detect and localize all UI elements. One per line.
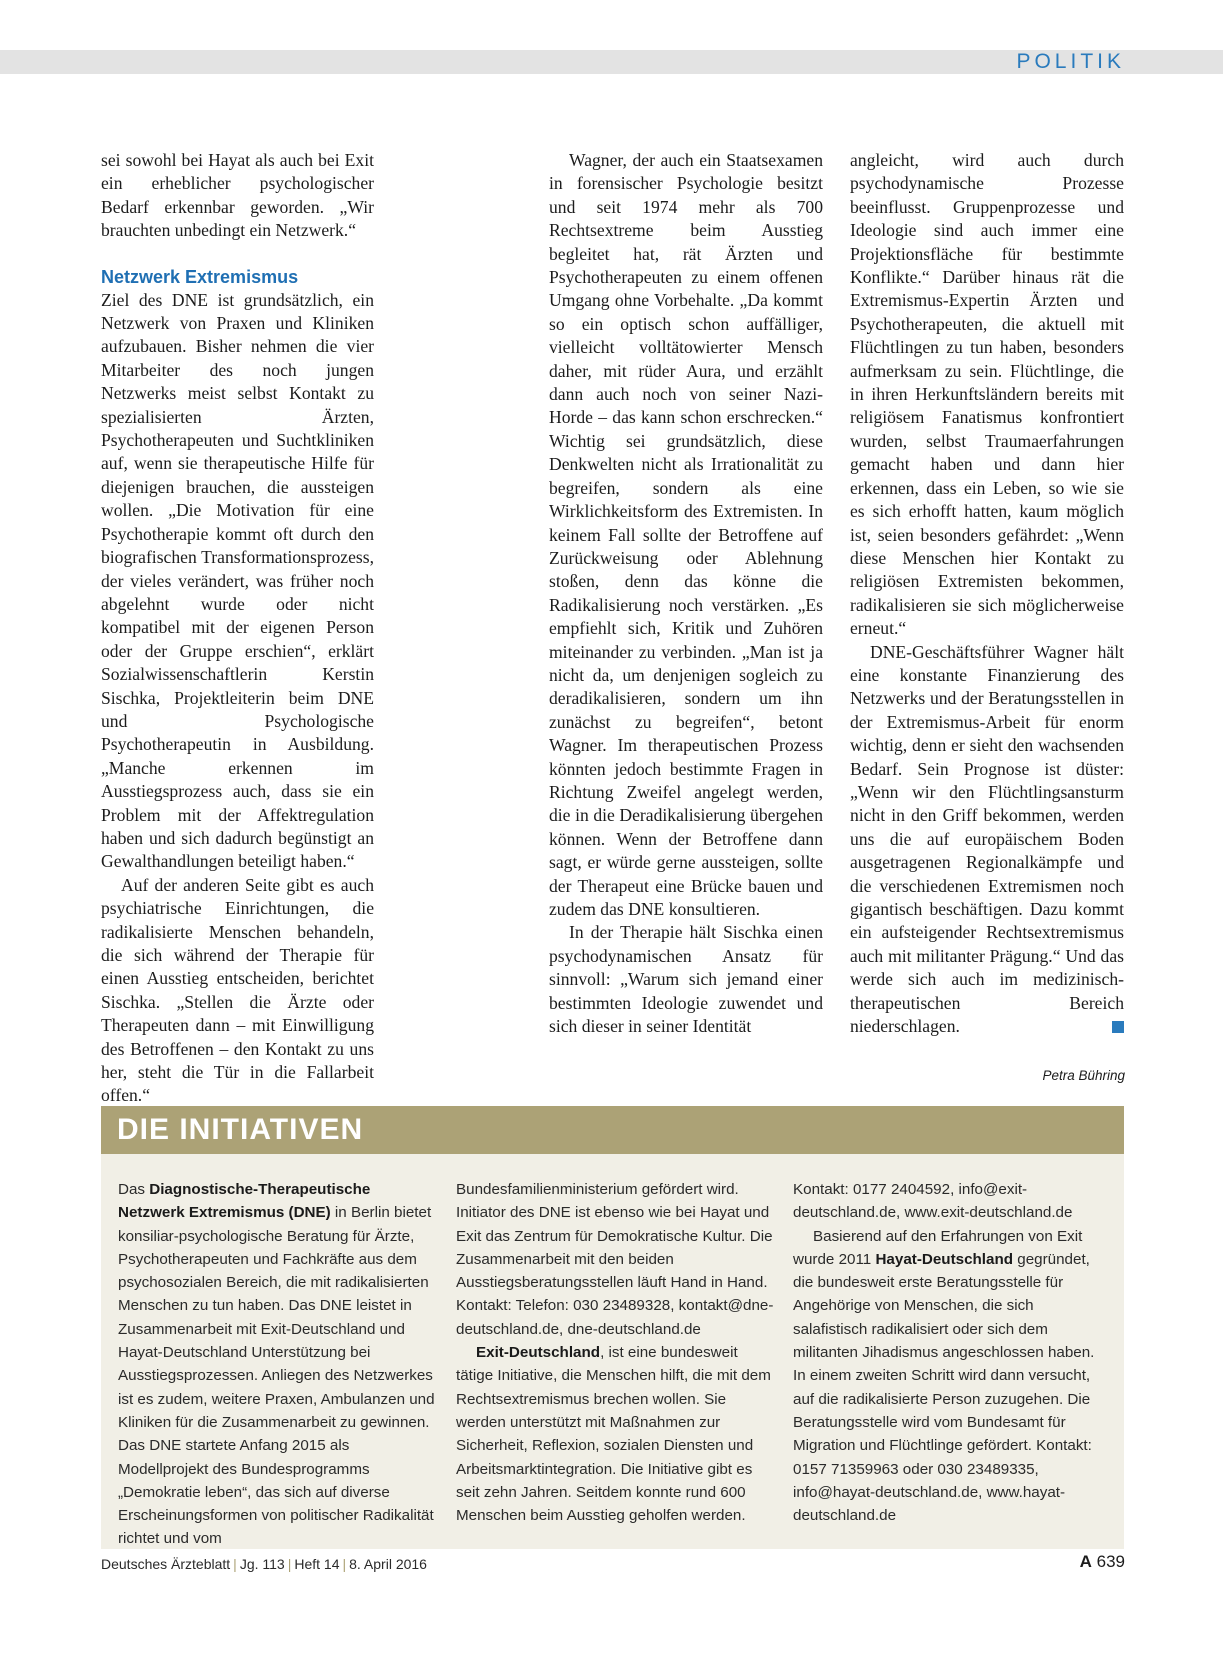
separator: |	[287, 1556, 292, 1572]
text: Basierend auf den Erfahrungen von Exit wurde 2011	[793, 1227, 1083, 1268]
separator: |	[233, 1556, 237, 1572]
text: gegründet, die bundesweit erste Beratungsstelle für Angehörige von Menschen, die sich salafistisch radikalisiert oder sich dem militanten Jihadismus angeschlossen haben. In einem zweiten Schritt wird dann versucht, auf die radikalisierte Person zuzugehen. Die Beratungsstelle wird vom Bundesamt für Migration und Flüchtlinge gefördert. Kontakt: 0157 71359963 oder 030 23489335, info@hayat-deutschland.de, www.hayat-deutschland.de	[793, 1250, 1095, 1525]
article-column-1	[101, 149, 374, 1108]
page-prefix: A	[1079, 1552, 1092, 1571]
paragraph: Wagner, der auch ein Staatsexamen in forensischer Psychologie besitzt und seit 1974 mehr als 700 Rechtsextreme beim Ausstieg begleitet hat, rät Ärzten und Psychotherapeuten zu einem offenen Umgang ohne Vorbehalte. „Da kommt so ein optisch schon auffälliger, vielleicht volltätowierter Mensch daher, mit rüder Aura, und erzählt dann auch noch von seiner Nazi-Horde – das kann schon erschrecken.“ Wichtig sei grundsätzlich, diese Denkwelten nicht als Irrationalität zu begreifen, sondern als eine Wirklichkeitsform des Extremisten. In keinem Fall sollte der Betroffene auf Zurückweisung oder Ablehnung stoßen, denn das könne die Radikalisierung noch verstärken. „Es empfiehlt sich, Kritik und Zuhören miteinander zu verbinden. „Man ist ja nicht da, um denjenigen sogleich zu deradikalisieren, sondern um ihn zunächst zu begreifen“, betont Wagner. Im therapeutischen Prozess könnten jedoch bestimmte Fragen in Richtung Zweifel angelegt werden, die in die Deradikalisierung übergehen können. Wenn der Betroffene dann sagt, er würde gerne aussteigen, sollte der Therapeut eine Brücke bauen und zudem das DNE konsultieren.	[549, 150, 823, 919]
paragraph-text: DNE-Geschäftsführer Wagner hält eine konstante Finanzierung des Netzwerks und der Beratungsstellen in der Extremismus-Arbeit für enorm wichtig, denn er sieht den wachsenden Bedarf. Sein Prognose ist düster: „Wenn wir den Flüchtlingsansturm nicht in den Griff bekommen, werden uns die auf europäischem Boden ausgetragenen Regionalkämpfe und die verschiedenen Extremismen noch gigantisch beschäftigen. Dazu kommt ein aufsteigender Rechtsextremismus auch mit militanter Prägung.“ Und das werde sich auch im medizinisch-therapeutischen Bereich niederschlagen.	[850, 641, 1124, 1037]
text: in Berlin bietet konsiliar-psychologische Beratung für Ärzte, Psychotherapeuten und Fachkräfte aus dem psychosozialen Bereich, die mit radikalisierten Menschen zu tun haben. Das DNE leistet in Zusammenarbeit mit Exit-Deutschland und Hayat-Deutschland Unterstützung bei Ausstiegsprozessen. Anliegen des Netzwerkes ist es zudem, weitere Praxen, Ambulanzen und Kliniken für die Zusammenarbeit zu gewinnen. Das DNE startete Anfang 2015 als Modellprojekt des Bundesprogramms „Demokratie leben“, das sich auf diverse Erscheinungsformen von politischer Radikalität richtet und vom	[118, 1204, 435, 1548]
author-byline: Petra Bühring	[1042, 1068, 1125, 1083]
separator: |	[342, 1556, 347, 1572]
paragraph: Ziel des DNE ist grundsätzlich, ein Netzwerk von Praxen und Kliniken aufzubauen. Bisher nehmen die vier Mitarbeiter des noch jungen Netzwerks meist selbst Kontakt zu spezialisierten Ärzten, Psychotherapeuten und Suchtkliniken auf, wenn sie therapeutische Hilfe für diejenigen brauchen, die aussteigen wollen. „Die Motivation für eine Psychotherapie kommt oft durch den biografischen Transformationsprozess, der vieles verändert, was früher noch abgelehnt wurde oder nicht kompatibel mit der eigenen Person oder der Gruppe erschien“, erklärt Sozialwissenschaftlerin Kerstin Sischka, Projektleiterin beim DNE und Psychologische Psychotherapeutin in Ausbildung. „Manche erkennen im Ausstiegsprozess auch, dass sie ein Problem mit der Affektregulation haben und sich dadurch begünstigt an Gewalthandlungen beteiligt haben.“	[101, 289, 374, 872]
paragraph: sei sowohl bei Hayat als auch bei Exit ein erheblicher psychologischer Bedarf erkennbar geworden. „Wir brauchten unbedingt ein Netzwerk.“	[101, 150, 374, 241]
issue: Heft 14	[294, 1556, 340, 1572]
info-box-column-2	[456, 1178, 774, 1527]
info-box	[101, 1106, 1124, 1549]
bold-text: Hayat-Deutschland	[875, 1250, 1014, 1268]
page-number-value: 639	[1096, 1552, 1125, 1571]
paragraph	[793, 1225, 1111, 1528]
end-of-article-icon	[1112, 1021, 1124, 1033]
paragraph: Bundesfamilienministerium gefördert wird. Initiator des DNE ist ebenso wie bei Hayat und Exit das Zentrum für Demokratische Kultur. Die Zusammenarbeit mit den beiden Ausstiegsberatungsstellen läuft Hand in Hand. Kontakt: Telefon: 030 23489328, kontakt@dne-deutschland.de, dne-deutschland.de	[456, 1181, 774, 1338]
page-number	[1080, 1552, 1125, 1572]
subheading: Netzwerk Extremismus	[101, 266, 299, 287]
issue-date: 8. April 2016	[349, 1556, 427, 1572]
paragraph: Auf der anderen Seite gibt es auch psychiatrische Einrichtungen, die radikalisierte Menschen behandeln, die sich während der Therapie für einen Ausstieg entscheiden, berichtet Sischka. „Stellen die Ärzte oder Therapeuten dann – mit Einwilligung des Betroffenen – den Kontakt zu uns her, steht die Tür in die Fallarbeit offen.“	[101, 874, 374, 1106]
text: , ist eine bundesweit tätige Initiative, die Menschen hilft, die mit dem Rechtsextremismus brechen wollen. Sie werden unterstützt mit Maßnahmen zur Sicherheit, Reflexion, sozialen Diensten und Arbeitsmarktintegration. Die Initiative gibt es seit zehn Jahren. Seitdem konnte rund 600 Menschen beim Ausstieg geholfen werden.	[456, 1344, 771, 1525]
info-box-header	[101, 1106, 1124, 1154]
paragraph	[850, 641, 1124, 1039]
paragraph	[456, 1341, 774, 1527]
article-column-3	[850, 149, 1124, 1038]
bold-text: Diagnostische-Therapeutische Netzwerk Extremismus (DNE)	[118, 1181, 371, 1222]
volume: Jg. 113	[239, 1556, 285, 1572]
bold-text: Exit-Deutschland	[476, 1344, 601, 1362]
footer	[101, 1556, 427, 1572]
paragraph: angleicht, wird auch durch psychodynamische Prozesse beeinflusst. Gruppenprozesse und Ideologie sind auch immer eine Projektionsfläche für bestimmte Konflikte.“ Darüber hinaus rät die Extremismus-Expertin Ärzten und Psychotherapeuten, die aktuell mit Flüchtlingen zu tun haben, besonders aufmerksam zu sein. Flüchtlinge, die in ihren Herkunftsländern bereits mit religiösem Fanatismus konfrontiert wurden, selbst Traumaerfahrungen gemacht haben und dann hier erkennen, dass ein Leben, so wie sie es sich erhofft hatten, kaum möglich ist, seien besonders gefährdet: „Wenn diese Menschen hier Kontakt zu religiösen Extremisten bekommen, radikalisieren sie sich möglicherweise erneut.“	[850, 150, 1124, 639]
info-box-column-1	[118, 1178, 436, 1551]
paragraph: In der Therapie hält Sischka einen psychodynamischen Ansatz für sinnvoll: „Warum sich jemand einer bestimmten Ideologie zuwendet und sich dieser in seiner Identität	[549, 922, 823, 1037]
journal-name: Deutsches Ärzteblatt	[101, 1556, 231, 1572]
section-label: POLITIK	[1016, 50, 1125, 73]
article-column-2	[549, 149, 823, 1038]
info-box-title: DIE INITIATIVEN	[117, 1113, 364, 1146]
paragraph	[118, 1178, 436, 1551]
info-box-column-3	[793, 1178, 1111, 1527]
paragraph: Kontakt: 0177 2404592, info@exit-deutschland.de, www.exit-deutschland.de	[793, 1181, 1073, 1222]
text: Das	[118, 1181, 150, 1198]
